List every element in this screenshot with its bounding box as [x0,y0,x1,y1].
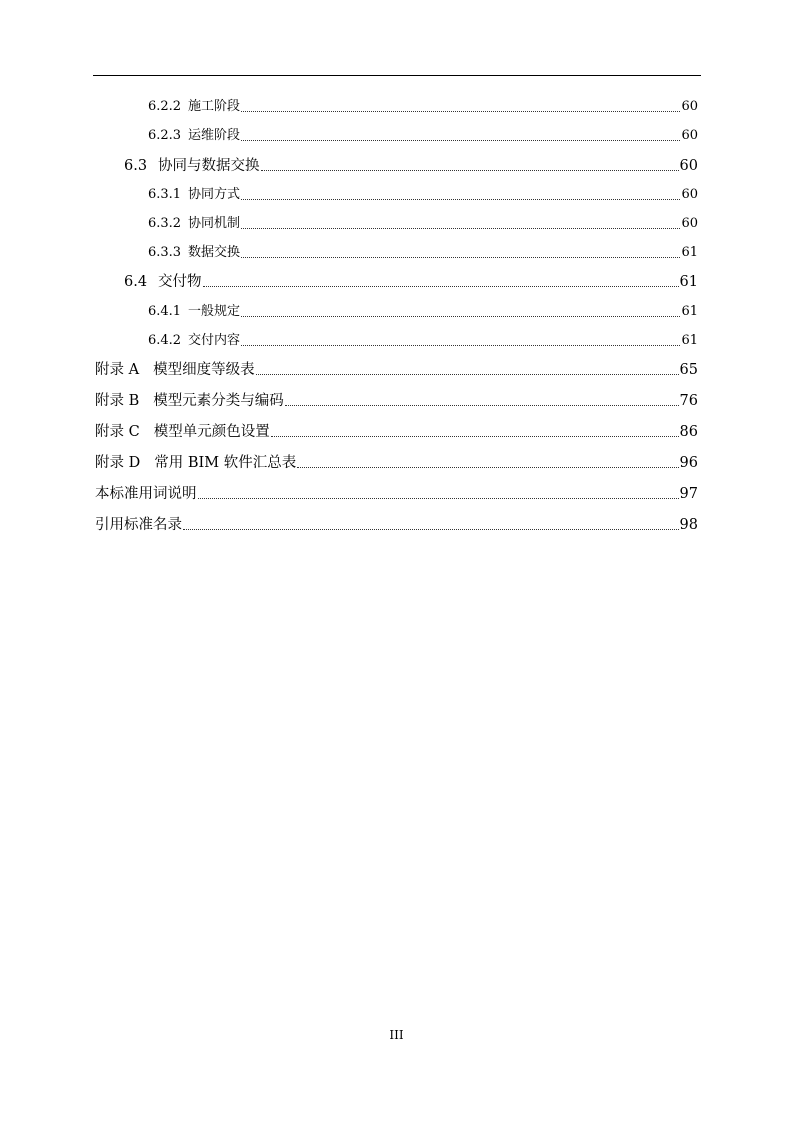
toc-page: 65 [679,362,698,378]
toc-page: 76 [679,393,698,409]
toc-leader [271,436,679,437]
toc-page: 60 [681,128,698,143]
toc-page: 61 [681,245,698,260]
toc-title: 模型单元颜色设置 [153,424,270,440]
toc-leader [297,467,678,468]
toc-title: 交付物 [158,274,202,290]
toc-page: 96 [679,455,698,471]
toc-page: 60 [681,99,698,114]
toc-title: 本标准用词说明 [95,486,197,502]
toc-entry-appendix-a[interactable] [0,357,793,379]
toc-number: 6.2.3 [148,128,182,143]
toc-number: 附录 A [95,362,140,378]
toc-number: 6.2.2 [148,99,182,114]
toc-title: 协同机制 [188,216,241,231]
toc-title: 模型细度等级表 [153,362,255,378]
toc-title: 数据交换 [188,245,241,260]
toc-number: 6.3.3 [148,245,182,260]
toc-leader [241,316,680,317]
toc-number: 6.4 [124,274,148,290]
toc-entry-6-2-2[interactable] [0,94,793,116]
toc-leader [256,374,679,375]
toc-entry-6-3-3[interactable] [0,240,793,262]
toc-number: 6.4.2 [148,333,182,348]
toc-page: 98 [679,517,698,533]
toc-number: 附录 B [95,393,140,409]
toc-leader [261,170,679,171]
toc-number: 6.3 [124,158,148,174]
toc-leader [203,286,679,287]
toc-leader [241,345,680,346]
toc-page: 61 [681,333,698,348]
toc-title: 模型元素分类与编码 [153,393,284,409]
header-rule [93,75,701,76]
toc-title: 协同与数据交换 [158,158,260,174]
toc-leader [241,199,680,200]
toc-page: 60 [679,158,698,174]
toc-leader [183,529,679,530]
toc-entry-references[interactable] [0,512,793,534]
toc-page: 97 [679,486,698,502]
toc-page: 60 [681,216,698,231]
toc-leader [198,498,679,499]
toc-title: 引用标准名录 [95,517,182,533]
toc-entry-terms[interactable] [0,481,793,503]
toc-page: 61 [679,274,698,290]
toc-entry-appendix-d[interactable] [0,450,793,472]
toc-entry-6-4-1[interactable] [0,299,793,321]
toc-title: 施工阶段 [188,99,241,114]
toc-title: 一般规定 [188,304,241,319]
toc-number: 附录 C [95,424,140,440]
toc-number: 6.3.1 [148,187,182,202]
toc-entry-6-3-1[interactable] [0,182,793,204]
toc-page: 86 [679,424,698,440]
toc-leader [241,140,680,141]
toc-leader [285,405,679,406]
toc-number: 6.3.2 [148,216,182,231]
toc-entry-6-3[interactable] [0,153,793,175]
toc-entry-6-4[interactable] [0,269,793,291]
toc-entry-appendix-b[interactable] [0,388,793,410]
toc-entry-6-2-3[interactable] [0,123,793,145]
toc-title: 交付内容 [188,333,241,348]
toc-title: 运维阶段 [188,128,241,143]
toc-number: 附录 D [95,455,141,471]
toc-page: 60 [681,187,698,202]
page-number: III [389,1028,404,1042]
toc-number: 6.4.1 [148,304,182,319]
toc-leader [241,111,680,112]
toc-leader [241,257,680,258]
toc-title: 协同方式 [188,187,241,202]
toc-entry-appendix-c[interactable] [0,419,793,441]
toc-leader [241,228,680,229]
toc-title: 常用 BIM 软件汇总表 [154,455,297,471]
toc-page: 61 [681,304,698,319]
toc-entry-6-4-2[interactable] [0,328,793,350]
toc-entry-6-3-2[interactable] [0,211,793,233]
